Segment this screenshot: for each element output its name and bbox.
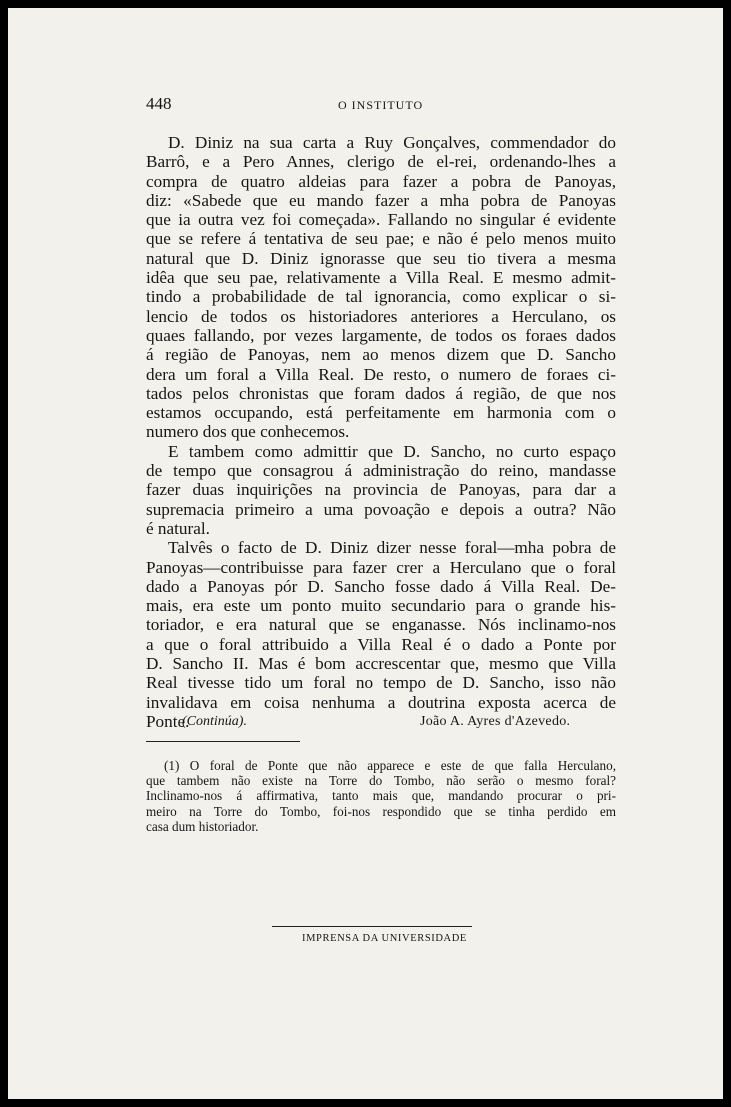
body-line: Panoyas—contribuisse para fazer crer a Herculano que o foral [146,557,616,577]
body-line [146,172,616,191]
body-line: invalidava em coisa nenhuma a doutrina exposta acerca de [146,692,616,712]
footnote-divider [146,741,300,742]
body-line: dera um foral a Villa Real. De resto, o numero de foraes ci- [146,364,616,384]
body-line-text: compra de quatro aldeias para fazer a pobra de Panoyas, [146,171,616,191]
body-line: Barrô, e a Pero Annes, clerigo de el-rei, ordenando-lhes a [146,152,616,172]
body-line: tindo a probabilidade de tal ignorancia, como explicar o si- [146,287,616,307]
author-name: João A. Ayres d'Azevedo. [420,714,571,729]
body-line: a que o foral attribuido a Villa Real é o dado a Ponte por [146,634,616,654]
body-line: estamos occupando, está perfeitamente em harmonia com o [146,403,616,423]
page-number: 448 [146,94,172,113]
body-line: natural que D. Diniz ignorasse que seu tio tivera a mesma [146,248,616,268]
body-line: Talvês o facto de D. Diniz dizer nesse foral—mha pobra de [168,538,616,558]
body-line: mais, era este um ponto muito secundario para o grande his- [146,596,616,616]
body-line: Real tivesse tido um foral no tempo de D. Sancho, isso não [146,673,616,693]
running-title: O INSTITUTO [338,98,424,112]
footnote-line: Inclinamo-nos á affirmativa, tanto mais que, mandando procurar o pri- [146,788,616,804]
footnote-line: (1) O foral de Ponte que não apparece e este de que falla Herculano, [164,758,616,773]
body-line: idêa que seu pae, relativamente a Villa Real. E mesmo admit- [146,268,616,288]
page-header [8,94,723,116]
body-line: Ponte. [146,711,190,731]
body-text [146,133,616,731]
body-line: supremacia primeiro a uma povoação e depois a outra? Não [146,499,616,519]
imprint-rule [272,926,472,927]
body-line: dado a Panoyas pór D. Sancho fosse dado á Villa Real. De- [146,576,616,596]
body-line: tados pelos chronistas que foram dados á região, de que nos [146,383,616,403]
body-line: numero dos que conhecemos. [146,422,350,442]
page [8,8,723,1099]
footnote-line: meiro na Torre do Tombo, foi-nos respondido que se tinha perdido em [146,803,616,819]
body-line: que se refere á tentativa de seu pae; e não é pelo menos muito [146,229,616,249]
body-line: D. Diniz na sua carta a Ruy Gonçalves, commendador do [168,133,616,152]
continues-note: (Continúa). [182,714,247,729]
body-line: é natural. [146,518,210,538]
body-line: á região de Panoyas, nem ao menos dizem que D. Sancho [146,345,616,365]
footnote [146,758,616,834]
body-line: fazer duas inquirições na provincia de Panoyas, para dar a [146,480,616,500]
body-line: de tempo que consagrou á administração do reino, mandasse [146,461,616,481]
body-line: D. Sancho II. Mas é bom accrescentar que, mesmo que Villa [146,654,616,674]
body-line: E tambem como admittir que D. Sancho, no curto espaço [168,441,616,461]
body-line: quaes fallando, por vezes largamente, de todos os foraes dados [146,325,616,345]
body-line: toriador, e era natural que se enganasse. Nós inclinamo-nos [146,615,616,635]
body-line: diz: «Sabede que eu mando fazer a mha pobra de Panoyas [146,190,616,210]
body-line: lencio de todos os historiadores anteriores a Herculano, os [146,306,616,326]
article-signature [146,711,616,734]
imprint-label: IMPRENSA DA UNIVERSIDADE [302,933,467,944]
body-line: que ia outra vez foi começada». Fallando no singular é evidente [146,210,616,230]
footnote-line: casa dum historiador. [146,818,259,834]
imprint [272,926,472,946]
footnote-line: que tambem não existe na Torre do Tombo, não serão o mesmo foral? [146,773,616,789]
